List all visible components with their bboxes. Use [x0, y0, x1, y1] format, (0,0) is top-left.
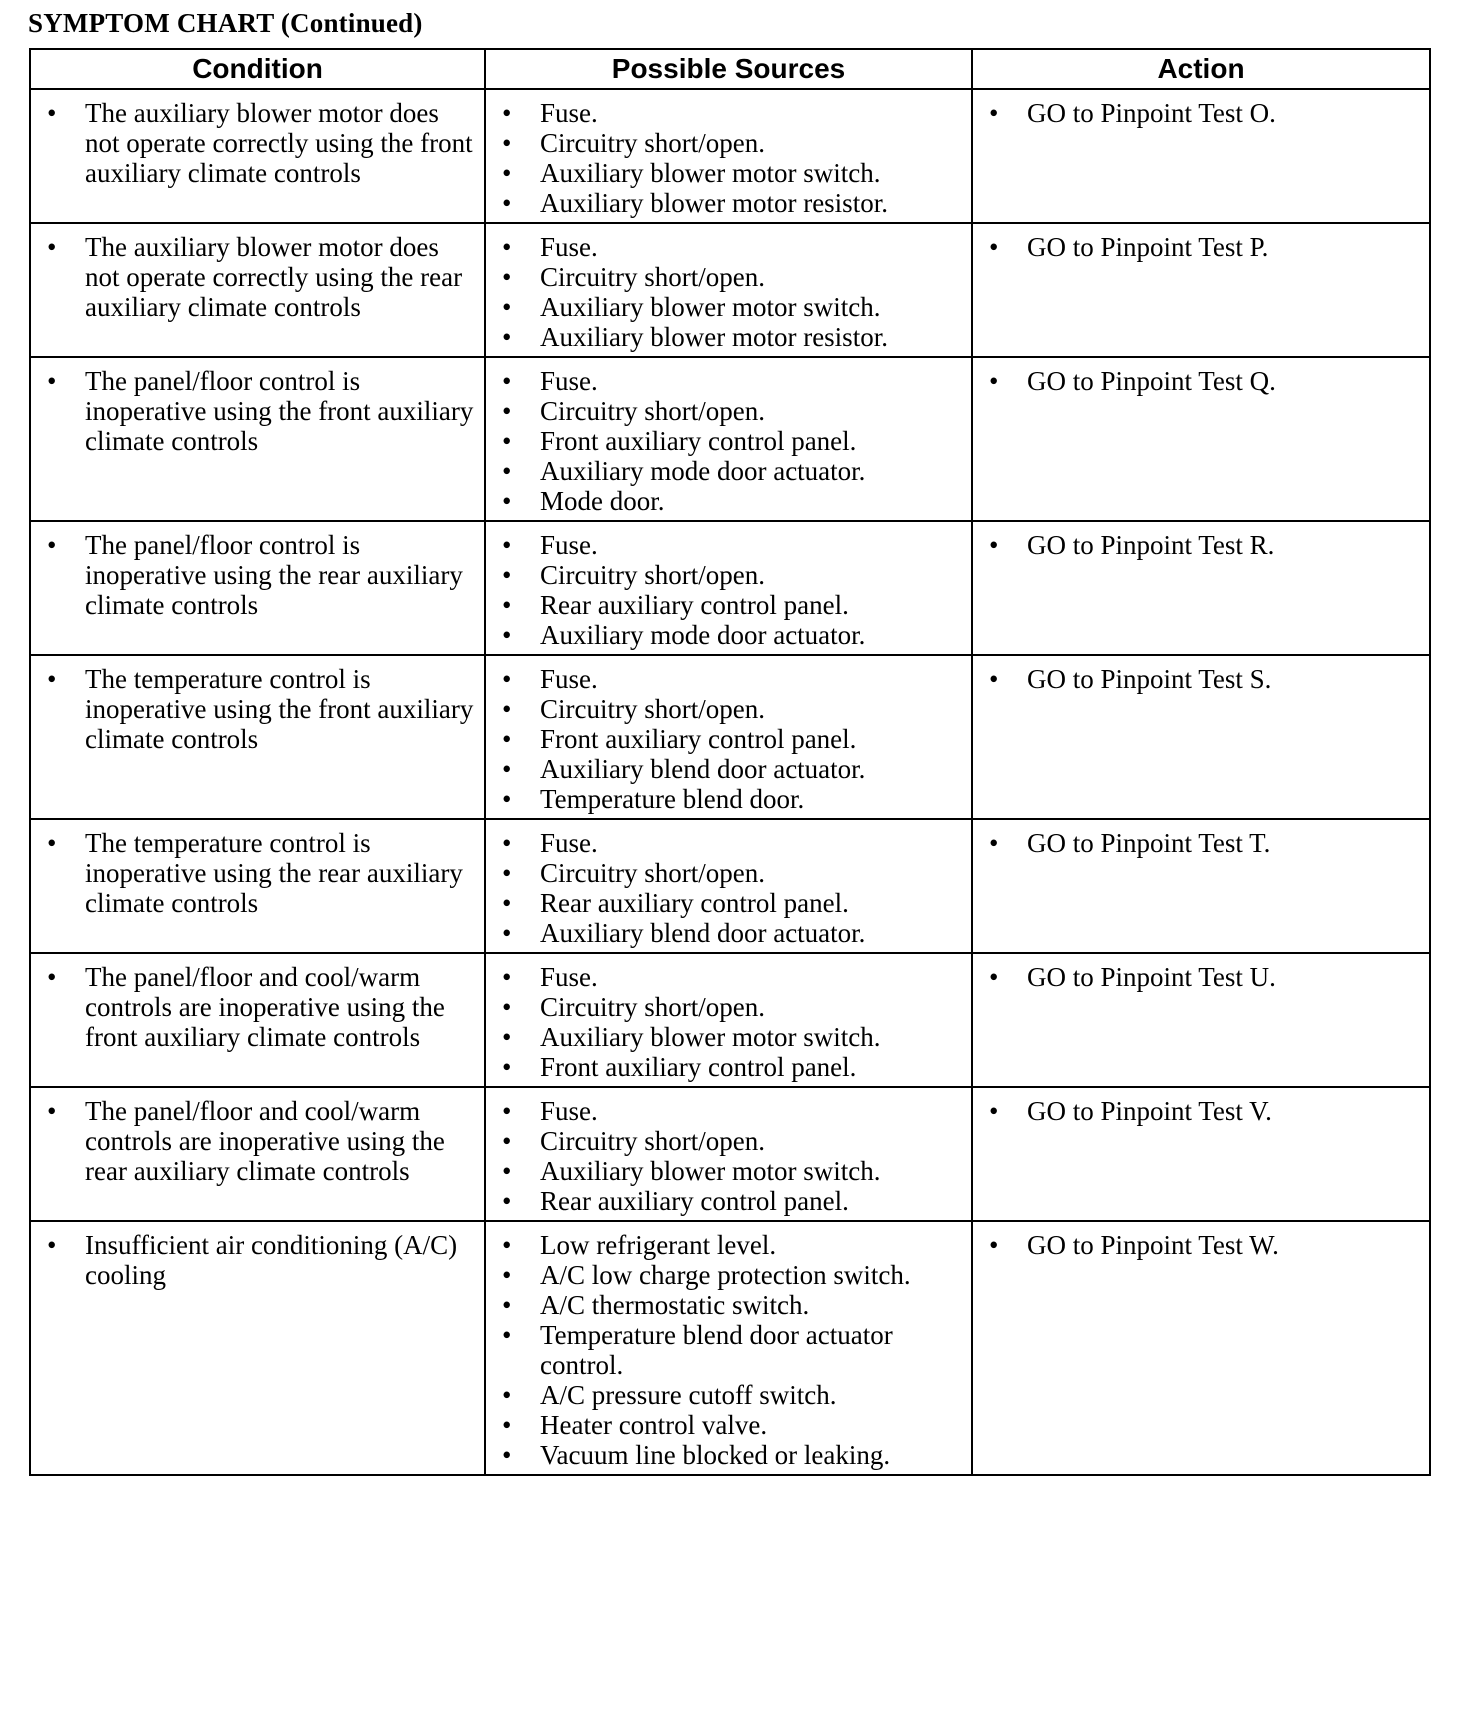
possible-source-item: • Vacuum line blocked or leaking. — [492, 1440, 965, 1470]
condition-list — [37, 232, 478, 322]
condition-cell — [30, 223, 485, 357]
table-row — [30, 1087, 1430, 1221]
action-list — [979, 530, 1423, 560]
action-text: • GO to Pinpoint Test T. — [979, 828, 1423, 858]
action-cell — [972, 357, 1430, 521]
possible-source-item: • Circuitry short/open. — [492, 396, 965, 426]
symptom-chart-table — [29, 48, 1431, 1476]
possible-sources-cell — [485, 1087, 972, 1221]
action-cell — [972, 223, 1430, 357]
possible-source-item: • Auxiliary blower motor switch. — [492, 1156, 965, 1186]
possible-sources-cell — [485, 223, 972, 357]
table-row — [30, 89, 1430, 223]
action-list — [979, 1096, 1423, 1126]
condition-text: • The temperature control is inoperative using the front auxiliary climate controls — [37, 664, 478, 754]
action-text: • GO to Pinpoint Test W. — [979, 1230, 1423, 1260]
possible-source-item: • Fuse. — [492, 962, 965, 992]
possible-sources-list — [492, 962, 965, 1082]
page-title: SYMPTOM CHART (Continued) — [28, 8, 423, 38]
action-cell — [972, 655, 1430, 819]
possible-source-item: • Auxiliary blend door actuator. — [492, 754, 965, 784]
action-text: • GO to Pinpoint Test Q. — [979, 366, 1423, 396]
action-text: • GO to Pinpoint Test O. — [979, 98, 1423, 128]
action-list — [979, 232, 1423, 262]
possible-sources-list — [492, 828, 965, 948]
possible-source-item: • Rear auxiliary control panel. — [492, 590, 965, 620]
action-list — [979, 366, 1423, 396]
condition-header: Condition — [30, 49, 485, 89]
condition-cell — [30, 819, 485, 953]
possible-sources-list — [492, 232, 965, 352]
possible-sources-cell — [485, 819, 972, 953]
symptom-chart-body — [30, 89, 1430, 1475]
condition-list — [37, 530, 478, 620]
possible-source-item: • Fuse. — [492, 828, 965, 858]
action-text: • GO to Pinpoint Test P. — [979, 232, 1423, 262]
table-row — [30, 1221, 1430, 1475]
possible-source-item: • Circuitry short/open. — [492, 1126, 965, 1156]
condition-list — [37, 366, 478, 456]
action-cell — [972, 953, 1430, 1087]
condition-cell — [30, 655, 485, 819]
possible-source-item: • Auxiliary blower motor switch. — [492, 292, 965, 322]
table-row — [30, 819, 1430, 953]
possible-sources-list — [492, 1230, 965, 1470]
action-cell — [972, 89, 1430, 223]
action-cell — [972, 1087, 1430, 1221]
possible-source-item: • Circuitry short/open. — [492, 858, 965, 888]
possible-source-item: • Auxiliary mode door actuator. — [492, 456, 965, 486]
condition-list — [37, 1096, 478, 1186]
condition-text: • The panel/floor control is inoperative using the rear auxiliary climate controls — [37, 530, 478, 620]
action-list — [979, 664, 1423, 694]
possible-source-item: • Auxiliary blower motor switch. — [492, 158, 965, 188]
possible-sources-list — [492, 366, 965, 516]
possible-sources-cell — [485, 357, 972, 521]
action-cell — [972, 819, 1430, 953]
condition-list — [37, 664, 478, 754]
possible-sources-cell — [485, 89, 972, 223]
possible-source-item: • Temperature blend door actuator control. — [492, 1320, 965, 1380]
possible-source-item: • Fuse. — [492, 530, 965, 560]
action-text: • GO to Pinpoint Test R. — [979, 530, 1423, 560]
possible-source-item: • Front auxiliary control panel. — [492, 1052, 965, 1082]
possible-source-item: • Circuitry short/open. — [492, 560, 965, 590]
condition-cell — [30, 521, 485, 655]
possible-source-item: • Fuse. — [492, 366, 965, 396]
action-header: Action — [972, 49, 1430, 89]
possible-sources-list — [492, 530, 965, 650]
condition-text: • The temperature control is inoperative using the rear auxiliary climate controls — [37, 828, 478, 918]
possible-source-item: • Rear auxiliary control panel. — [492, 1186, 965, 1216]
table-header-row — [30, 49, 1430, 89]
action-list — [979, 962, 1423, 992]
possible-sources-header: Possible Sources — [485, 49, 972, 89]
action-text: • GO to Pinpoint Test V. — [979, 1096, 1423, 1126]
action-cell — [972, 521, 1430, 655]
condition-text: • The panel/floor and cool/warm controls are inoperative using the rear auxiliary climate controls — [37, 1096, 478, 1186]
condition-cell — [30, 953, 485, 1087]
condition-list — [37, 98, 478, 188]
condition-text: • The panel/floor and cool/warm controls are inoperative using the front auxiliary climate controls — [37, 962, 478, 1052]
action-list — [979, 828, 1423, 858]
possible-source-item: • Circuitry short/open. — [492, 992, 965, 1022]
condition-text: • The panel/floor control is inoperative using the front auxiliary climate controls — [37, 366, 478, 456]
condition-cell — [30, 357, 485, 521]
table-row — [30, 223, 1430, 357]
condition-text: • The auxiliary blower motor does not operate correctly using the front auxiliary climate controls — [37, 98, 478, 188]
action-list — [979, 1230, 1423, 1260]
possible-source-item: • Circuitry short/open. — [492, 262, 965, 292]
possible-source-item: • Fuse. — [492, 98, 965, 128]
possible-source-item: • Front auxiliary control panel. — [492, 426, 965, 456]
possible-source-item: • Auxiliary blower motor resistor. — [492, 322, 965, 352]
possible-source-item: • Heater control valve. — [492, 1410, 965, 1440]
action-text: • GO to Pinpoint Test U. — [979, 962, 1423, 992]
possible-source-item: • Circuitry short/open. — [492, 128, 965, 158]
possible-source-item: • Mode door. — [492, 486, 965, 516]
possible-source-item: • Low refrigerant level. — [492, 1230, 965, 1260]
possible-source-item: • Auxiliary blower motor switch. — [492, 1022, 965, 1052]
possible-source-item: • Fuse. — [492, 664, 965, 694]
possible-sources-list — [492, 98, 965, 218]
condition-list — [37, 828, 478, 918]
table-row — [30, 953, 1430, 1087]
possible-source-item: • Rear auxiliary control panel. — [492, 888, 965, 918]
action-text: • GO to Pinpoint Test S. — [979, 664, 1423, 694]
possible-sources-cell — [485, 1221, 972, 1475]
possible-sources-list — [492, 664, 965, 814]
possible-source-item: • Circuitry short/open. — [492, 694, 965, 724]
possible-sources-list — [492, 1096, 965, 1216]
table-row — [30, 521, 1430, 655]
possible-source-item: • Front auxiliary control panel. — [492, 724, 965, 754]
possible-sources-cell — [485, 521, 972, 655]
condition-cell — [30, 1221, 485, 1475]
possible-source-item: • A/C low charge protection switch. — [492, 1260, 965, 1290]
condition-text: • Insufficient air conditioning (A/C) cooling — [37, 1230, 478, 1290]
condition-list — [37, 1230, 478, 1290]
table-row — [30, 655, 1430, 819]
possible-source-item: • A/C thermostatic switch. — [492, 1290, 965, 1320]
possible-source-item: • Fuse. — [492, 1096, 965, 1126]
possible-sources-cell — [485, 655, 972, 819]
action-list — [979, 98, 1423, 128]
possible-source-item: • Temperature blend door. — [492, 784, 965, 814]
possible-source-item: • Auxiliary blower motor resistor. — [492, 188, 965, 218]
possible-source-item: • Fuse. — [492, 232, 965, 262]
possible-sources-cell — [485, 953, 972, 1087]
action-cell — [972, 1221, 1430, 1475]
condition-list — [37, 962, 478, 1052]
condition-cell — [30, 89, 485, 223]
possible-source-item: • Auxiliary mode door actuator. — [492, 620, 965, 650]
possible-source-item: • Auxiliary blend door actuator. — [492, 918, 965, 948]
table-row — [30, 357, 1430, 521]
possible-source-item: • A/C pressure cutoff switch. — [492, 1380, 965, 1410]
condition-cell — [30, 1087, 485, 1221]
condition-text: • The auxiliary blower motor does not operate correctly using the rear auxiliary climate controls — [37, 232, 478, 322]
